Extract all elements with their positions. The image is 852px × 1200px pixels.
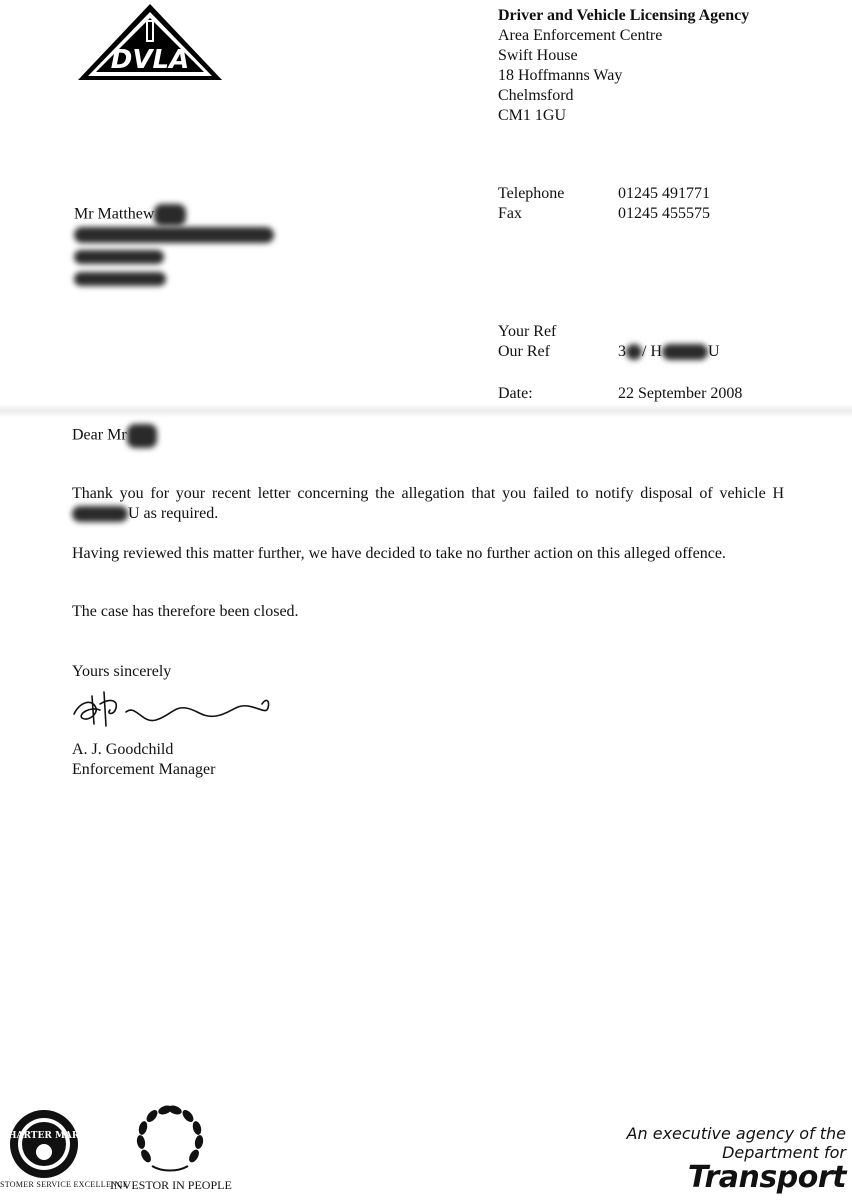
your-ref-label: Your Ref <box>498 323 557 340</box>
our-ref-label: Our Ref <box>498 343 550 360</box>
our-ref-value <box>618 342 720 362</box>
agency-address <box>498 6 749 126</box>
address-line: CM1 1GU <box>498 107 567 124</box>
redaction-mark <box>74 250 164 264</box>
signature <box>70 684 280 732</box>
address-line: 18 Hoffmanns Way <box>498 67 623 84</box>
signatory-block <box>72 740 215 780</box>
investor-in-people-logo <box>132 1104 208 1176</box>
signatory-name: A. J. Goodchild <box>72 741 174 758</box>
redaction-mark <box>127 424 157 448</box>
address-line: Area Enforcement Centre <box>498 27 663 44</box>
dvla-logo <box>76 2 224 82</box>
fax-label: Fax <box>498 205 522 222</box>
paragraph-2: Having reviewed this matter further, we have decided to take no further action on this alleged offence. <box>72 545 726 562</box>
paragraph-1-text-end: U as required. <box>128 505 219 522</box>
date-row <box>498 384 798 404</box>
our-ref-part: / H <box>642 343 662 360</box>
paragraph-1-text: Thank you for your recent letter concerning the allegation that you failed to notify disposal of vehicle H <box>72 485 784 502</box>
iip-caption: INVESTOR IN PEOPLE <box>110 1178 232 1192</box>
salutation-text: Dear Mr <box>72 426 127 444</box>
recipient-address <box>74 204 274 292</box>
telephone-label: Telephone <box>498 185 565 202</box>
dft-line3: Transport <box>687 1160 846 1195</box>
dft-line2: Department for <box>722 1143 846 1162</box>
telephone-row <box>498 184 798 204</box>
recipient-name: Mr Matthew <box>74 205 155 223</box>
signatory-title: Enforcement Manager <box>72 761 216 778</box>
address-line: Chelmsford <box>498 87 574 104</box>
agency-name: Driver and Vehicle Licensing Agency <box>498 7 750 24</box>
our-ref-part: U <box>708 343 720 360</box>
fax-number: 01245 455575 <box>618 205 710 222</box>
redaction-mark <box>662 344 708 360</box>
our-ref-row <box>498 342 798 362</box>
recipient-name-line <box>74 204 274 226</box>
paragraph-1 <box>72 484 784 524</box>
redaction-mark <box>154 204 186 226</box>
letter-date: 22 September 2008 <box>618 385 743 402</box>
charter-mark-logo <box>0 1108 88 1180</box>
svg-text:DVLA: DVLA <box>110 45 190 75</box>
date-label: Date: <box>498 385 533 402</box>
closing: Yours sincerely <box>72 663 172 680</box>
fax-row <box>498 204 798 224</box>
redaction-mark <box>74 227 274 243</box>
redaction-mark <box>74 272 166 286</box>
dft-branding <box>627 1124 846 1194</box>
redaction-mark <box>72 506 128 522</box>
our-ref-part: 3 <box>618 343 626 360</box>
paper-fold <box>0 404 852 418</box>
paragraph-3: The case has therefore been closed. <box>72 603 299 620</box>
your-ref-row <box>498 322 798 342</box>
charter-caption: STOMER SERVICE EXCELLENCE <box>0 1180 129 1189</box>
telephone-number: 01245 491771 <box>618 185 710 202</box>
redaction-mark <box>626 344 642 360</box>
charter-mark-text: CHARTER MARK <box>0 1131 88 1141</box>
dft-line1: An executive agency of the <box>626 1124 846 1143</box>
address-line: Swift House <box>498 47 578 64</box>
salutation <box>72 424 157 448</box>
